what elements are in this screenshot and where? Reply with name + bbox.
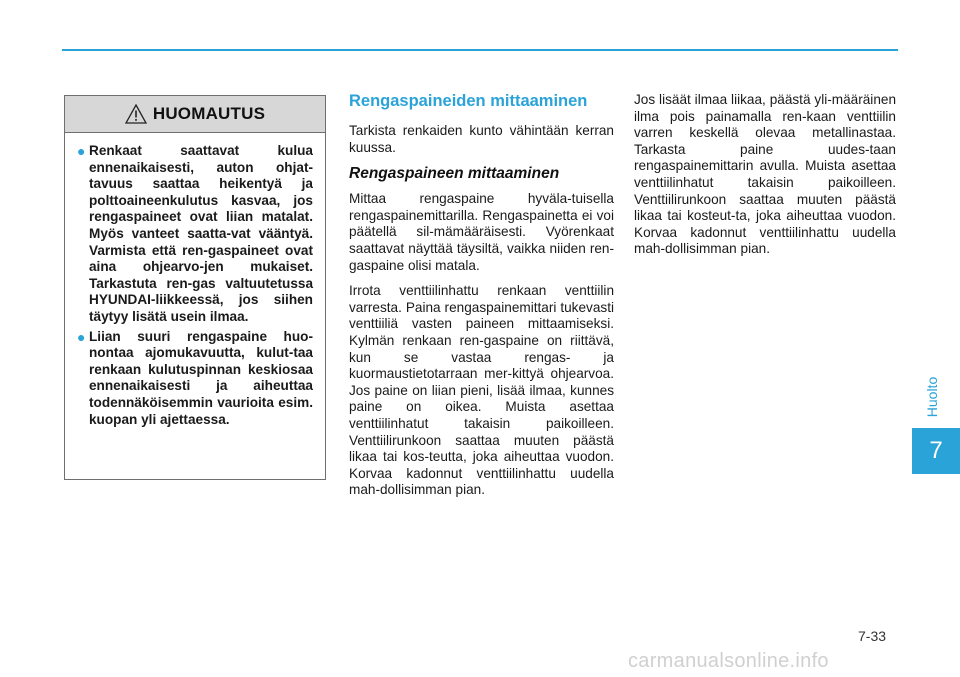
notice-item [77,143,313,326]
watermark: carmanualsonline.info [628,650,829,672]
chapter-side-label [922,372,942,422]
section-heading: Rengaspaineiden mittaaminen [349,92,588,110]
paragraph: Jos lisäät ilmaa liikaa, päästä yli-määräinen ilma pois painamalla ren-kaan venttiilin varren keskellä olevaa metallinastaa. Tarkasta paine uudes-taan rengaspainemittarin avulla. Muista asettaa venttiilinhatut takaisin paikoilleen. Venttiilirunkoon saattaa muuten päästä likaa tai kosteut-ta, joka aiheuttaa vuodon. Korvaa kadonnut venttiilinhattu uudella mah-dollisimman pian. [634,92,896,257]
notice-list [65,133,325,428]
paragraph: Mittaa rengaspaine hyväla-tuisella rengaspainemittarilla. Rengaspainetta ei voi päätellä sil-mämääräisesti. Vyörenkaat saattavat näyttää täysiltä, vaikka niiden ren-gaspaine olisi matala. [349,191,614,273]
notice-title: HUOMAUTUS [152,104,266,123]
right-column [634,92,896,267]
paragraph: Irrota venttiilinhattu renkaan venttiilin varresta. Paina rengaspainemittari tukevasti venttiiliä vasten paineen mittaamiseksi. Kylmän renkaan ren-gaspaine on riittävä, kun se vastaa rengas- ja kuormaustietotarraan mer-kittyä ohjearvoa. Jos paine on liian pieni, lisää ilmaa, kunnes paine on oikea. Muista asettaa venttiilinhatut takaisin paikoilleen. Venttiilirunkoon saattaa muuten päästä likaa tai kos-teutta, joka aiheuttaa vuodon. Korvaa kadonnut venttiilinhattu uudella mah-dollisimman pian. [349,283,614,498]
chapter-label-text: Huolto [924,376,940,418]
warning-triangle-icon [125,104,147,124]
top-rule [62,49,898,51]
warning-notice-box [64,95,326,480]
page-number: 7-33 [858,628,887,644]
subheading: Rengaspaineen mittaaminen [349,165,560,183]
notice-item-text: Liian suuri rengaspaine huo-nontaa ajomukavuutta, kulut-taa renkaan kulutuspinnan keskiosaa ennenaikaisesti ja aiheuttaa todennäköisemmin vaurioita esim. kuopan yli ajettaessa. [89,328,313,427]
notice-header [65,96,325,133]
bullet-icon: ● [77,328,86,345]
notice-item [77,329,313,429]
notice-item-text: Renkaat saattavat kulua ennenaikaisesti, auton ohjat-tavuus saattaa heikentyä ja polttoaineenkulutus kasvaa, jos rengaspaineet ovat liian matalat. Myös vanteet saatta-vat vääntyä. Varmista että ren-gaspaineet ovat aina ohjearvo-jen mukaiset. Tarkastuta ren-gas valtuutetussa HYUNDAI-liikkeessä, jos siihen täytyy lisätä usein ilmaa. [89,143,313,324]
intro-paragraph: Tarkista renkaiden kunto vähintään kerran kuussa. [349,123,614,155]
main-column [349,92,614,508]
bullet-icon: ● [77,143,86,159]
chapter-number-tab: 7 [912,428,960,474]
